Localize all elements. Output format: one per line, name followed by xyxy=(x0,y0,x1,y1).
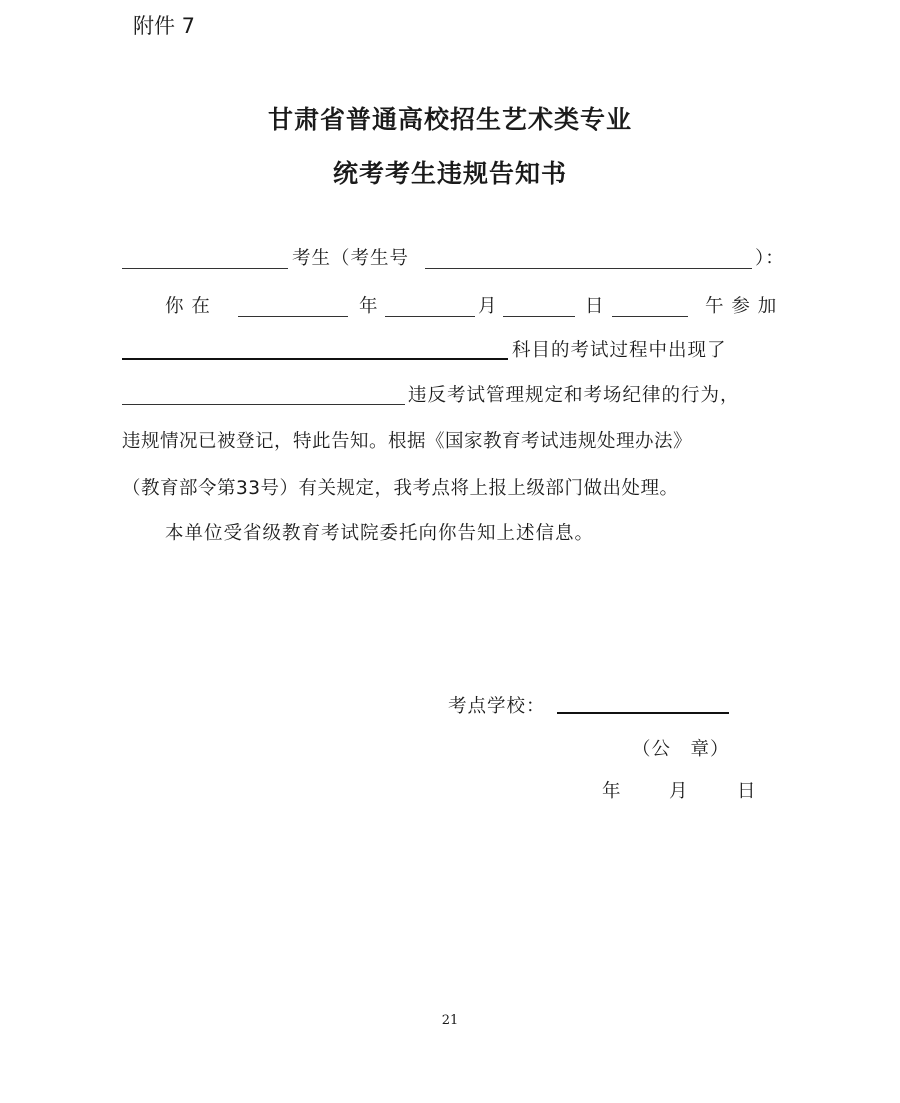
subject-text: 科目的考试过程中出现了 xyxy=(512,340,727,361)
document-title-line2: 统考考生违规告知书 xyxy=(332,159,567,188)
month-label: 月 xyxy=(478,296,498,317)
you-at-label: 你 在 xyxy=(165,296,211,317)
attend-label: 午 参 加 xyxy=(705,296,778,317)
year-blank[interactable] xyxy=(238,316,348,317)
candidate-label: 考生（考生号 xyxy=(292,248,410,269)
seal-label: （公 章） xyxy=(632,739,730,760)
attachment-label: 附件 7 xyxy=(133,14,196,38)
paragraph-line: 违规情况已被登记，特此告知。根据《国家教育考试违规处理办法》 xyxy=(122,431,693,452)
date-year: 年 xyxy=(602,781,622,802)
violation-blank[interactable] xyxy=(122,404,405,405)
school-blank[interactable] xyxy=(557,712,729,714)
document-title-line1: 甘肃省普通高校招生艺术类专业 xyxy=(267,105,632,134)
candidate-number-blank[interactable] xyxy=(425,268,752,269)
subject-blank[interactable] xyxy=(122,358,508,360)
time-of-day-blank[interactable] xyxy=(612,316,688,317)
candidate-name-blank[interactable] xyxy=(122,268,288,269)
candidate-label-close: ）： xyxy=(755,248,785,269)
day-blank[interactable] xyxy=(503,316,575,317)
page-number: 21 xyxy=(441,1013,459,1028)
date-month: 月 xyxy=(669,781,689,802)
school-label: 考点学校： xyxy=(448,696,546,717)
month-blank[interactable] xyxy=(385,316,475,317)
date-day: 日 xyxy=(737,781,757,802)
violation-text: 违反考试管理规定和考场纪律的行为， xyxy=(408,385,740,406)
paragraph-notice: 本单位受省级教育考试院委托向你告知上述信息。 xyxy=(165,523,595,544)
day-label: 日 xyxy=(585,296,605,317)
paragraph-line: （教育部令第33号）有关规定，我考点将上报上级部门做出处理。 xyxy=(122,478,679,499)
year-label: 年 xyxy=(359,296,379,317)
